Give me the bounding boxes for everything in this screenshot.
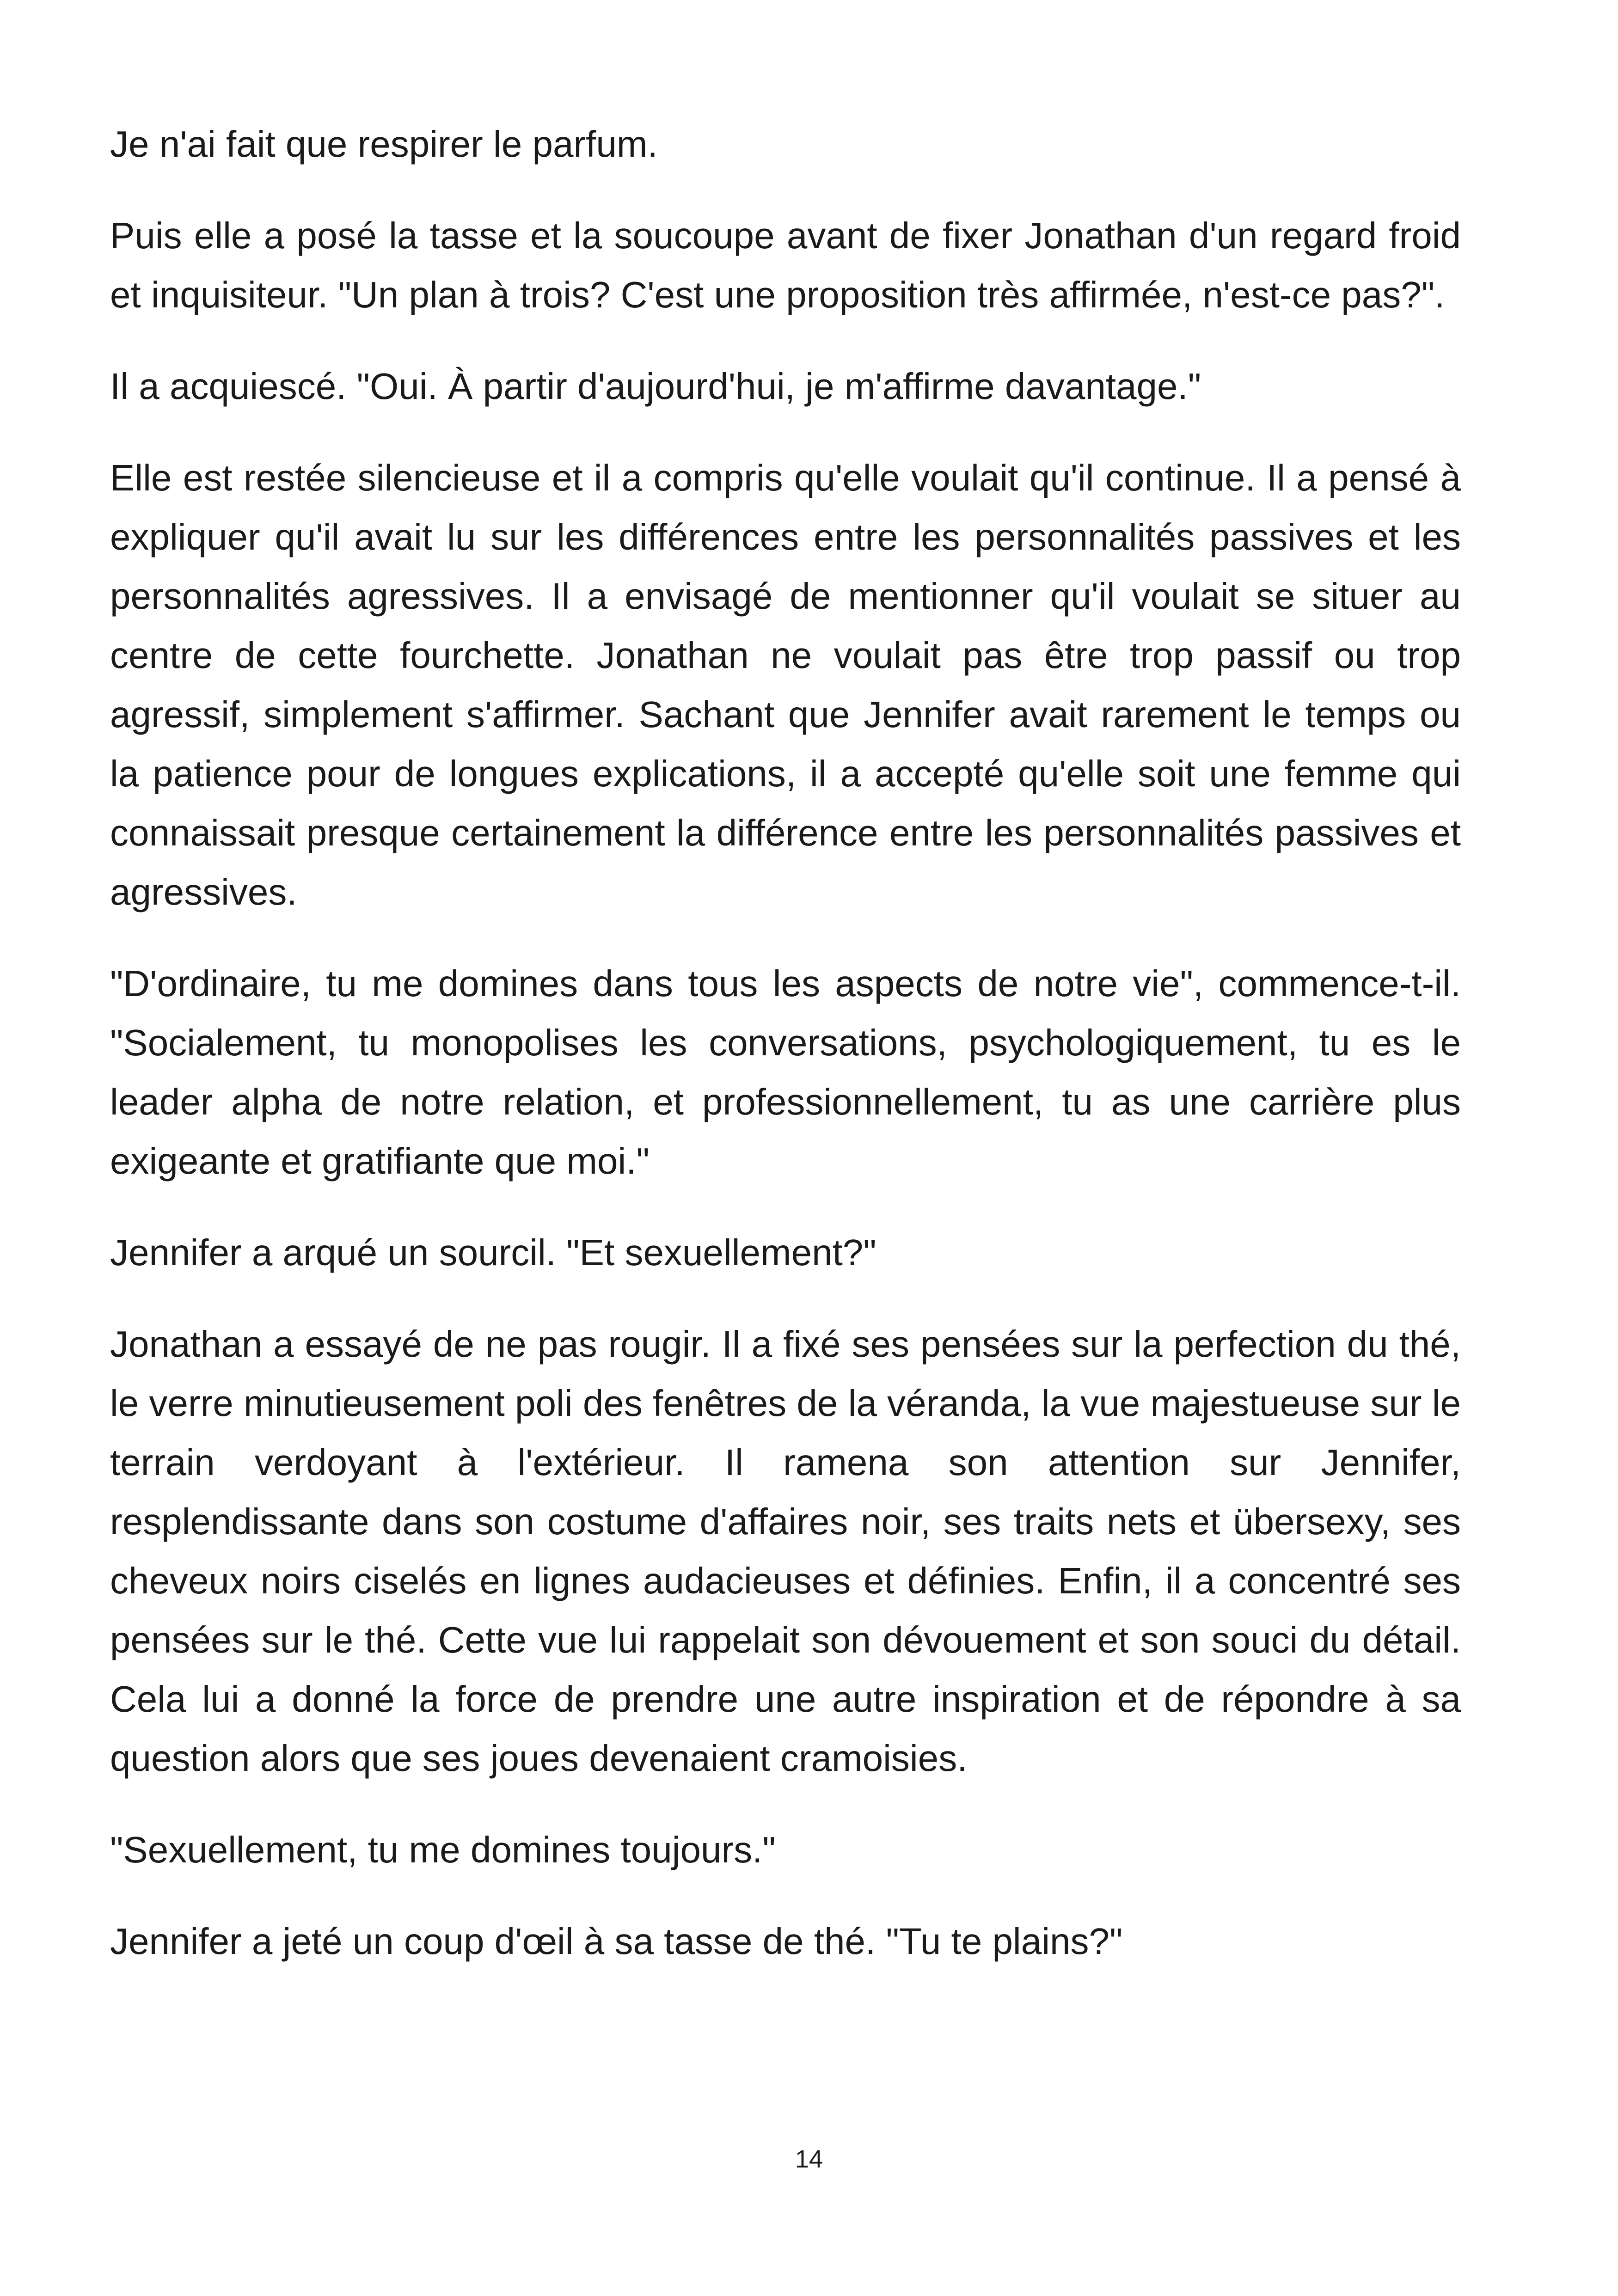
paragraph-8: "Sexuellement, tu me domines toujours." (110, 1829, 776, 1870)
paragraph-4: Elle est restée silencieuse et il a compris qu'elle voulait qu'il continue. Il a pensé à expliquer qu'il avait lu sur les différences entre les personnalités passives et les personnalités agressives. Il a envisagé de mentionner qu'il voulait se situer au centre de cette fourchette. Jonathan ne voulait pas être trop passif ou trop agressif, simplement s'affirmer. Sachant que Jennifer avait rarement le temps ou la patience pour de longues explications, il a accepté qu'elle soit une femme qui connaissait presque certainement la différence entre les personnalités passives et agressives. (110, 457, 1461, 912)
paragraph-9: Jennifer a jeté un coup d'œil à sa tasse de thé. "Tu te plains?" (110, 1921, 1123, 1962)
paragraph-7: Jonathan a essayé de ne pas rougir. Il a fixé ses pensées sur la perfection du thé, le verre minutieusement poli des fenêtres de la véranda, la vue majestueuse sur le terrain verdoyant à l'extérieur. Il ramena son attention sur Jennifer, resplendissante dans son costume d'affaires noir, ses traits nets et übersexy, ses cheveux noirs ciselés en lignes audacieuses et définies. Enfin, il a concentré ses pensées sur le thé. Cette vue lui rappelait son dévouement et son souci du détail. Cela lui a donné la force de prendre une autre inspiration et de répondre à sa question alors que ses joues devenaient cramoisies. (110, 1323, 1461, 1779)
paragraph-5: "D'ordinaire, tu me domines dans tous les aspects de notre vie", commence-t-il. "Socialement, tu monopolises les conversations, psychologiquement, tu es le leader alpha de notre relation, et professionnellement, tu as une carrière plus exigeante et gratifiante que moi." (110, 963, 1461, 1182)
paragraph-3: Il a acquiescé. "Oui. À partir d'aujourd'hui, je m'affirme davantage." (110, 366, 1201, 407)
paragraph-2: Puis elle a posé la tasse et la soucoupe avant de fixer Jonathan d'un regard froid et inquisiteur. "Un plan à trois? C'est une proposition très affirmée, n'est-ce pas?". (110, 215, 1461, 315)
paragraph-1: Je n'ai fait que respirer le parfum. (110, 123, 658, 165)
page-number: 14 (795, 2145, 823, 2173)
paragraph-6: Jennifer a arqué un sourcil. "Et sexuellement?" (110, 1232, 876, 1273)
body-text (110, 115, 1461, 2003)
